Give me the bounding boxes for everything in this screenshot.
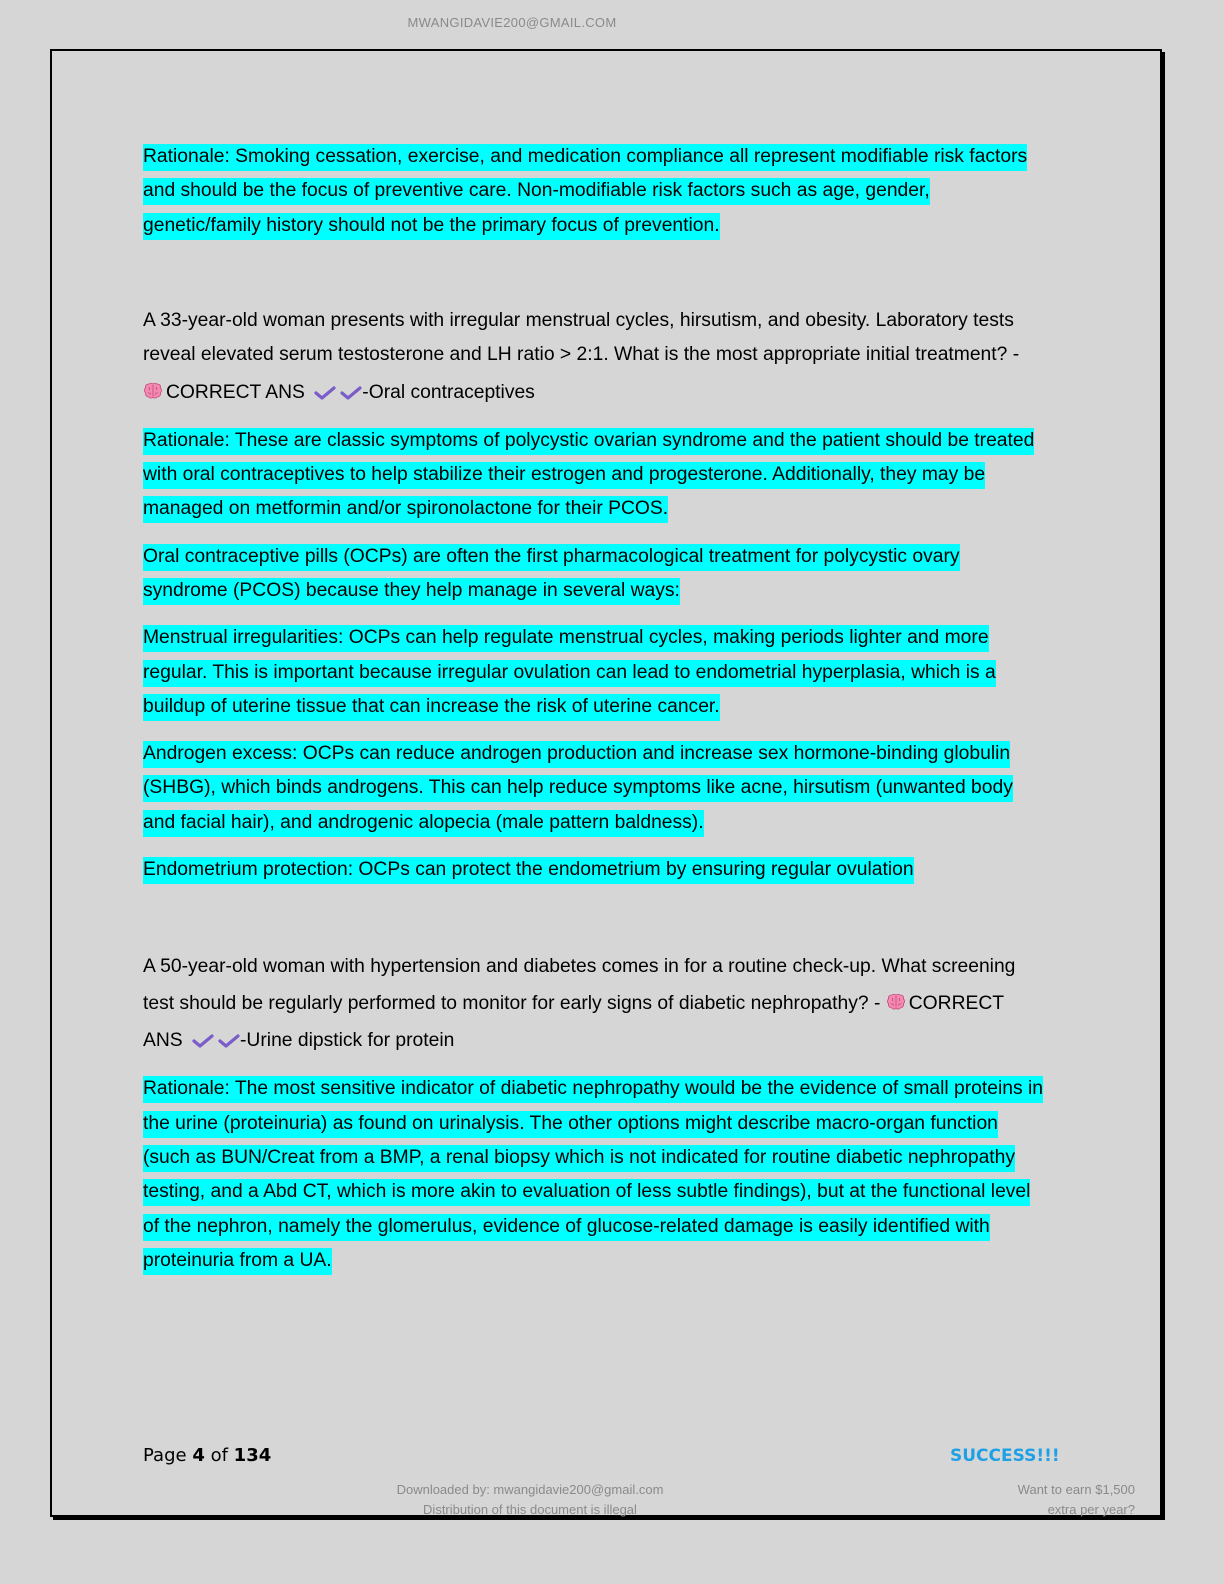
question-paragraph <box>143 304 1073 411</box>
correct-answer-label: ANS <box>143 1030 183 1052</box>
correct-answer-text: -Oral contraceptives <box>362 382 535 404</box>
correct-answer-label: CORRECT ANS <box>166 382 305 404</box>
rationale-line: Rationale: Smoking cessation, exercise, and medication compliance all represent modifiable risk factors <box>143 144 1027 171</box>
rationale-line: proteinuria from a UA. <box>143 1248 332 1275</box>
rationale-line: managed on metformin and/or spironolactone for their PCOS. <box>143 496 668 523</box>
correct-answer-text: -Urine dipstick for protein <box>240 1030 455 1052</box>
rationale-line: Oral contraceptive pills (OCPs) are often the first pharmacological treatment for polycystic ovary <box>143 544 960 571</box>
page-of: of <box>210 1445 228 1466</box>
rationale-line: regular. This is important because irregular ovulation can lead to endometrial hyperplasia, which is a <box>143 660 996 687</box>
checkmark-icon <box>218 1033 240 1049</box>
rationale-line: (such as BUN/Creat from a BMP, a renal biopsy which is not indicated for routine diabetic nephropathy <box>143 1145 1015 1172</box>
rationale-line: Rationale: The most sensitive indicator of diabetic nephropathy would be the evidence of small proteins in <box>143 1076 1043 1103</box>
endometrium-paragraph <box>143 853 1073 887</box>
rationale-line: buildup of uterine tissue that can increase the risk of uterine cancer. <box>143 694 720 721</box>
page-word: Page <box>143 1445 187 1466</box>
rationale-line: the urine (proteinuria) as found on urinalysis. The other options might describe macro-organ function <box>143 1111 998 1138</box>
rationale-line: testing, and a Abd CT, which is more akin to evaluation of less subtle findings), but at the functional level <box>143 1179 1030 1206</box>
rationale-line: Rationale: These are classic symptoms of polycystic ovarian syndrome and the patient should be treated <box>143 428 1034 455</box>
brain-icon <box>886 992 906 1012</box>
rationale-line: and facial hair), and androgenic alopecia (male pattern baldness). <box>143 810 704 837</box>
earn-line[interactable]: extra per year? <box>1047 1502 1135 1517</box>
earn-link[interactable] <box>960 1480 1135 1520</box>
rationale-line: (SHBG), which binds androgens. This can help reduce symptoms like acne, hirsutism (unwanted body <box>143 775 1013 802</box>
ocp-paragraph <box>143 540 1073 609</box>
rationale-line: Androgen excess: OCPs can reduce androgen production and increase sex hormone-binding globulin <box>143 741 1010 768</box>
page-current: 4 <box>192 1445 205 1466</box>
rationale-line: and should be the focus of preventive care. Non-modifiable risk factors such as age, gender, <box>143 178 930 205</box>
page-total: 134 <box>233 1445 272 1466</box>
rationale-line: with oral contraceptives to help stabilize their estrogen and progesterone. Additionally, they may be <box>143 462 985 489</box>
rationale-paragraph <box>143 1072 1073 1278</box>
page-number <box>143 1445 271 1466</box>
checkmark-icon <box>340 385 362 401</box>
document-content <box>143 140 1073 1278</box>
androgen-paragraph <box>143 737 1073 840</box>
question-line: test should be regularly performed to monitor for early signs of diabetic nephropathy? - <box>143 993 881 1015</box>
rationale-line: Menstrual irregularities: OCPs can help regulate menstrual cycles, making periods lighter and more <box>143 625 989 652</box>
distribution-line: Distribution of this document is illegal <box>423 1502 637 1517</box>
download-notice <box>330 1480 730 1520</box>
menstrual-paragraph <box>143 621 1073 724</box>
question-line: A 33-year-old woman presents with irregular menstrual cycles, hirsutism, and obesity. Laboratory tests <box>143 309 1014 331</box>
question-line: reveal elevated serum testosterone and LH ratio > 2:1. What is the most appropriate initial treatment? - <box>143 344 1020 366</box>
correct-answer-label: CORRECT <box>908 993 1005 1015</box>
rationale-line: syndrome (PCOS) because they help manage in several ways: <box>143 578 680 605</box>
header-email: MWANGIDAVIE200@GMAIL.COM <box>407 15 617 30</box>
checkmark-icon <box>314 385 336 401</box>
checkmark-icon <box>192 1033 214 1049</box>
earn-line[interactable]: Want to earn $1,500 <box>1017 1482 1135 1497</box>
rationale-paragraph <box>143 140 1073 243</box>
download-line: Downloaded by: mwangidavie200@gmail.com <box>396 1482 664 1497</box>
rationale-line: of the nephron, namely the glomerulus, evidence of glucose-related damage is easily identified with <box>143 1214 990 1241</box>
rationale-line: genetic/family history should not be the primary focus of prevention. <box>143 213 720 240</box>
success-label: SUCCESS!!! <box>950 1446 1060 1466</box>
rationale-paragraph <box>143 424 1073 527</box>
question-paragraph <box>143 948 1073 1059</box>
brain-icon <box>143 381 163 401</box>
rationale-line: Endometrium protection: OCPs can protect the endometrium by ensuring regular ovulation <box>143 857 914 884</box>
question-line: A 50-year-old woman with hypertension and diabetes comes in for a routine check-up. What screening <box>143 956 1016 978</box>
